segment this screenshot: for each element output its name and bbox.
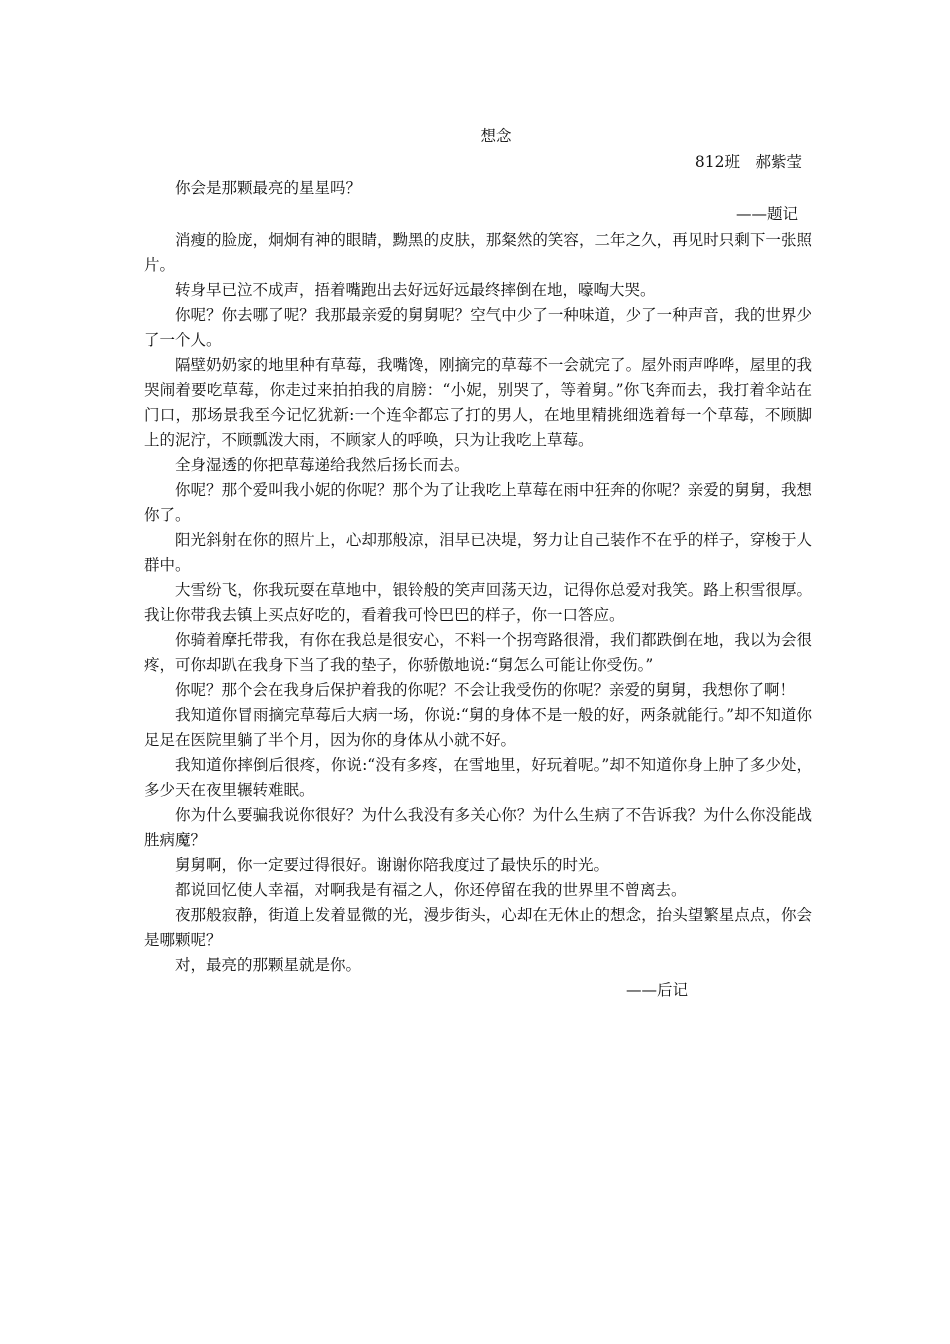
paragraph-7: 阳光斜射在你的照片上，心却那般凉，泪早已决堤，努力让自己装作不在乎的样子，穿梭于人群中。 <box>144 531 812 574</box>
paragraph-15: 都说回忆使人幸福，对啊我是有福之人，你还停留在我的世界里不曾离去。 <box>175 881 687 899</box>
paragraph-9: 你骑着摩托带我，有你在我总是很安心，不料一个拐弯路很滑，我们都跌倒在地，我以为会很疼，可你却趴在我身下当了我的垫子，你骄傲地说:“舅怎么可能让你受伤。” <box>144 631 812 674</box>
paragraph-6: 你呢？那个爱叫我小妮的你呢？那个为了让我吃上草莓在雨中狂奔的你呢？亲爱的舅舅，我想你了。 <box>144 481 812 524</box>
paragraph-17: 对，最亮的那颗星就是你。 <box>175 956 362 974</box>
epigraph: 你会是那颗最亮的星星吗？ <box>175 179 362 197</box>
paragraph-14: 舅舅啊，你一定要过得很好。谢谢你陪我度过了最快乐的时光。 <box>175 856 610 874</box>
paragraph-2: 转身早已泣不成声，捂着嘴跑出去好远好远最终摔倒在地，嚎啕大哭。 <box>175 281 656 299</box>
paragraph-1: 消瘦的脸庞，炯炯有神的眼睛，黝黑的皮肤，那粲然的笑容，二年之久，再见时只剩下一张照片。 <box>144 231 812 274</box>
author-line: 812班 郝紫莹 <box>694 153 802 171</box>
paragraph-4: 隔壁奶奶家的地里种有草莓，我嘴馋，刚摘完的草莓不一会就完了。屋外雨声哗哗，屋里的我哭闹着要吃草莓，你走过来拍拍我的肩膀：“小妮，别哭了，等着舅。”你飞奔而去，我打着伞站在门口，那场景我至今记忆犹新:一个连伞都忘了打的男人，在地里精挑细选着每一个草莓，不顾脚上的泥泞，不顾瓢泼大雨，不顾家人的呼唤，只为让我吃上草莓。 <box>144 356 812 449</box>
epigraph-sign: ——题记 <box>735 205 798 223</box>
paragraph-13: 你为什么要骗我说你很好？为什么我没有多关心你？为什么生病了不告诉我？为什么你没能战胜病魔？ <box>144 806 812 849</box>
paragraph-5: 全身湿透的你把草莓递给我然后扬长而去。 <box>175 456 470 474</box>
paragraph-16: 夜那般寂静，街道上发着显微的光，漫步街头，心却在无休止的想念，抬头望繁星点点，你会是哪颗呢？ <box>144 906 812 949</box>
postscript-sign: ——后记 <box>625 981 688 999</box>
document-page <box>144 122 812 1003</box>
paragraph-3: 你呢？你去哪了呢？我那最亲爱的舅舅呢？空气中少了一种味道，少了一种声音，我的世界少了一个人。 <box>144 306 812 349</box>
paragraph-10: 你呢？那个会在我身后保护着我的你呢？不会让我受伤的你呢？亲爱的舅舅，我想你了啊！ <box>175 681 796 699</box>
document-title: 想念 <box>480 127 512 145</box>
paragraph-11: 我知道你冒雨摘完草莓后大病一场，你说:“舅的身体不是一般的好，两条就能行。”却不知道你足足在医院里躺了半个月，因为你的身体从小就不好。 <box>144 706 812 749</box>
paragraph-12: 我知道你摔倒后很疼，你说:“没有多疼，在雪地里，好玩着呢。”却不知道你身上肿了多少处，多少天在夜里辗转难眠。 <box>144 756 812 799</box>
paragraph-8: 大雪纷飞，你我玩耍在草地中，银铃般的笑声回荡天边，记得你总爱对我笑。路上积雪很厚。我让你带我去镇上买点好吃的，看着我可怜巴巴的样子，你一口答应。 <box>144 581 812 624</box>
